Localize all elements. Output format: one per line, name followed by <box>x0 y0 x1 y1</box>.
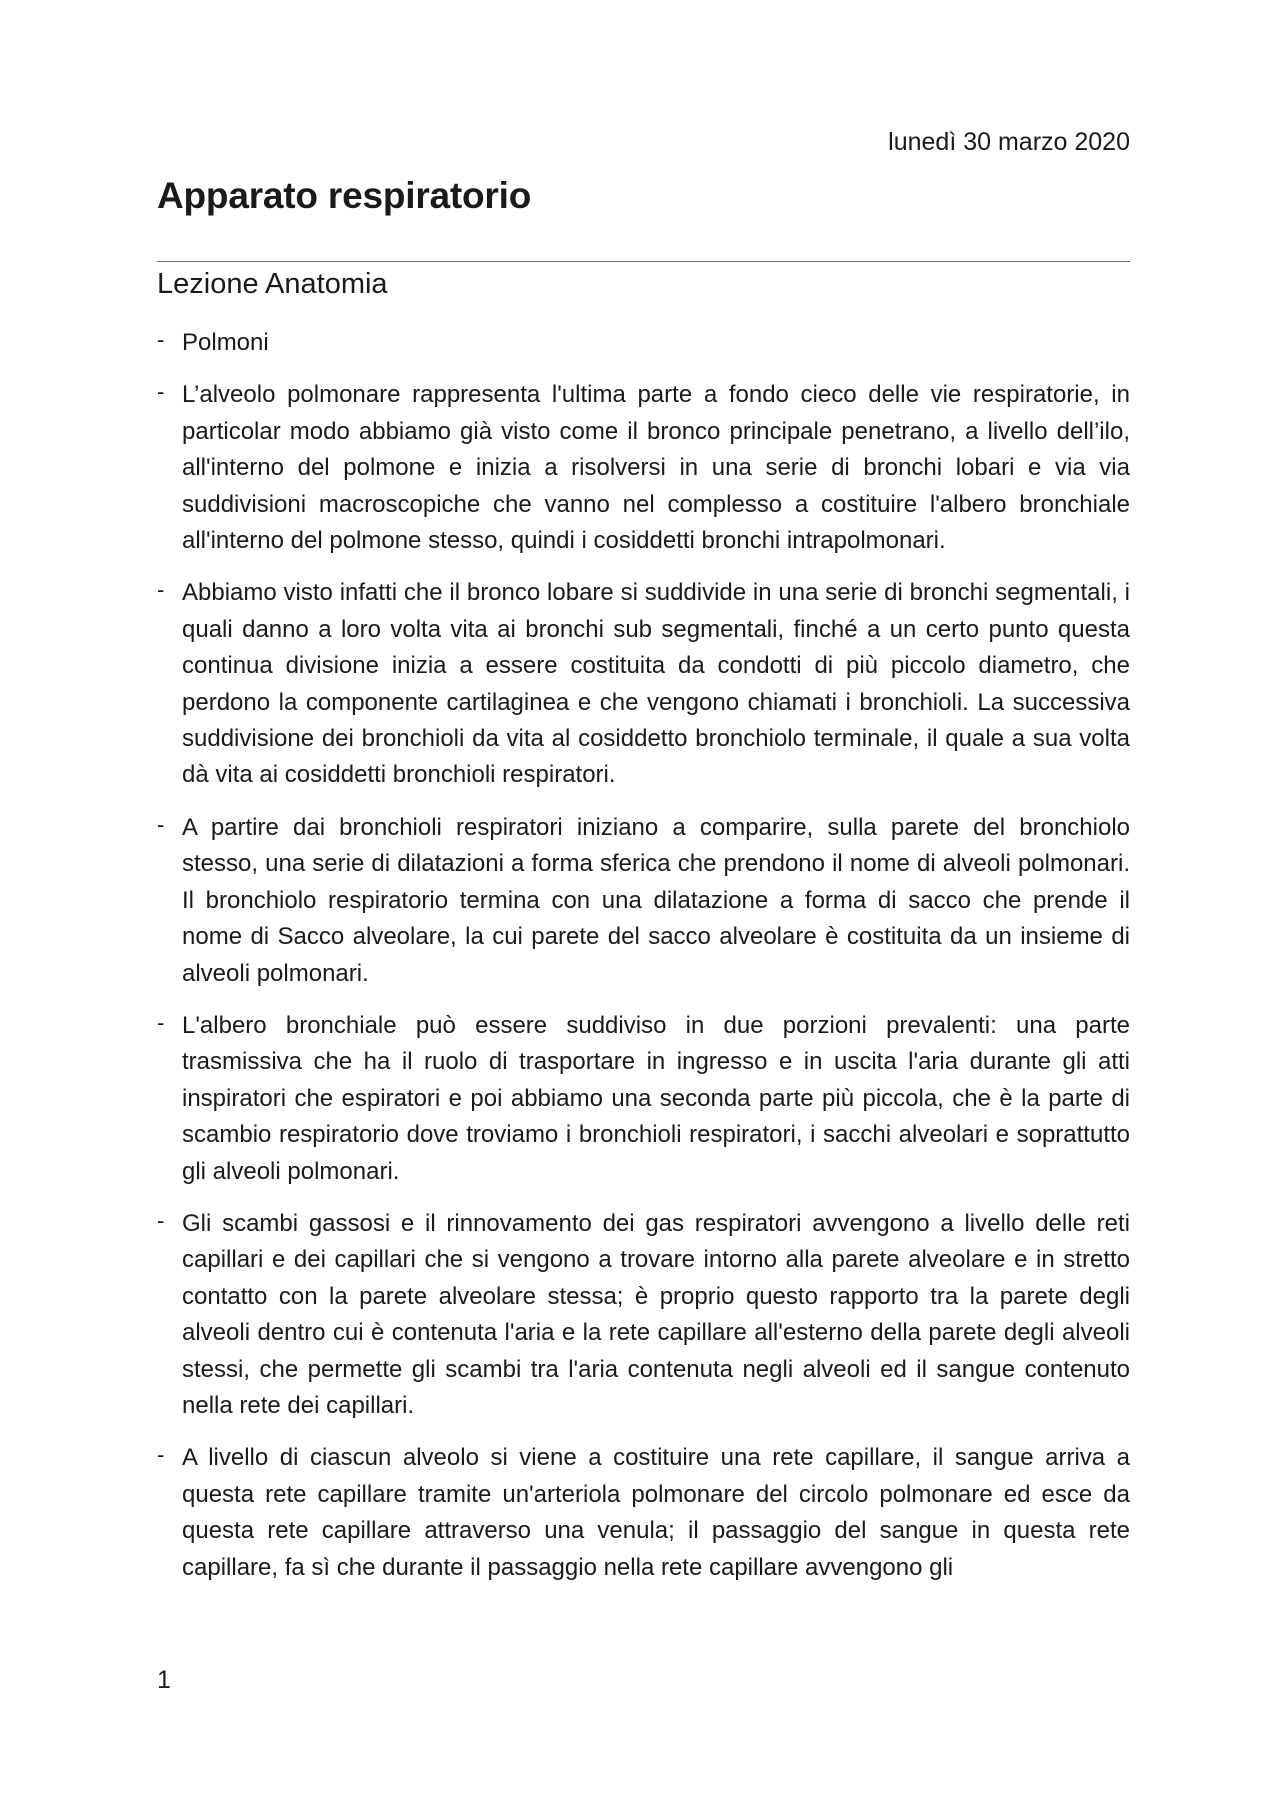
bullet-dash: - <box>157 577 165 603</box>
bullet-dash: - <box>157 811 165 837</box>
title-divider <box>157 261 1130 262</box>
bullet-dash: - <box>157 327 165 352</box>
list-item-text: Gli scambi gassosi e il rinnovamento dei gas respiratori avvengono a livello delle reti capillari e dei capillari che si vengono a trovare intorno alla parete alveolare e in stretto contatto con la parete alveolare stessa; è proprio questo rapporto tra la parete degli alveoli dentro cui è contenuta l'aria e la rete capillare all'esterno della parete degli alveoli stessi, che permette gli scambi tra l'aria contenuta negli alveoli ed il sangue contenuto nella rete dei capillari. <box>182 1209 1130 1419</box>
page-number: 1 <box>157 1666 171 1694</box>
list-item-text: L'albero bronchiale può essere suddiviso in due porzioni prevalenti: una parte trasmissiva che ha il ruolo di trasportare in ingresso e in uscita l'aria durante gli atti inspiratori che espiratori e poi abbiamo una seconda parte più piccola, che è la parte di scambio respiratorio dove troviamo i bronchioli respiratori, i sacchi alveolari e soprattutto gli alveoli polmonari. <box>182 1011 1130 1185</box>
list-item <box>157 1008 1130 1190</box>
list-item-text: Polmoni <box>182 329 269 356</box>
section-heading: Lezione Anatomia <box>157 268 388 300</box>
list-item <box>157 810 1130 992</box>
list-item <box>157 575 1130 793</box>
list-item-text: A partire dai bronchioli respiratori iniziano a comparire, sulla parete del bronchiolo stesso, una serie di dilatazioni a forma sferica che prendono il nome di alveoli polmonari. Il bronchiolo respiratorio termina con una dilatazione a forma di sacco che prende il nome di Sacco alveolare, la cui parete del sacco alveolare è costituita da un insieme di alveoli polmonari. <box>182 813 1130 987</box>
bullet-dash: - <box>157 1207 165 1233</box>
bullet-dash: - <box>157 1009 165 1035</box>
list-item-text: L’alveolo polmonare rappresenta l'ultima parte a fondo cieco delle vie respiratorie, in particolar modo abbiamo già visto come il bronco principale penetrano, a livello dell’ilo, all'interno del polmone e inizia a risolversi in una serie di bronchi lobari e via via suddivisioni macroscopiche che vanno nel complesso a costituire l'albero bronchiale all'interno del polmone stesso, quindi i cosiddetti bronchi intrapolmonari. <box>182 381 1130 555</box>
bullet-dash: - <box>157 379 165 405</box>
list-item <box>157 1206 1130 1424</box>
list-item <box>157 325 1130 361</box>
list-item-text: A livello di ciascun alveolo si viene a costituire una rete capillare, il sangue arriva a questa rete capillare tramite un'arteriola polmonare del circolo polmonare ed esce da questa rete capillare attraverso una venula; il passaggio del sangue in questa rete capillare, fa sì che durante il passaggio nella rete capillare avvengono gli <box>182 1444 1130 1581</box>
list-item <box>157 377 1130 559</box>
bullet-dash: - <box>157 1442 165 1468</box>
list-item <box>157 1440 1130 1586</box>
document-date: lunedì 30 marzo 2020 <box>888 128 1130 156</box>
bullet-list <box>157 325 1130 1602</box>
list-item-text: Abbiamo visto infatti che il bronco lobare si suddivide in una serie di bronchi segmentali, i quali danno a loro volta vita ai bronchi sub segmentali, finché a un certo punto questa continua divisione inizia a essere costituita da condotti di più piccolo diametro, che perdono la componente cartilaginea e che vengono chiamati i bronchioli. La successiva suddivisione dei bronchioli da vita al cosiddetto bronchiolo terminale, il quale a sua volta dà vita ai cosiddetti bronchioli respiratori. <box>182 579 1130 789</box>
document-title: Apparato respiratorio <box>157 175 532 216</box>
